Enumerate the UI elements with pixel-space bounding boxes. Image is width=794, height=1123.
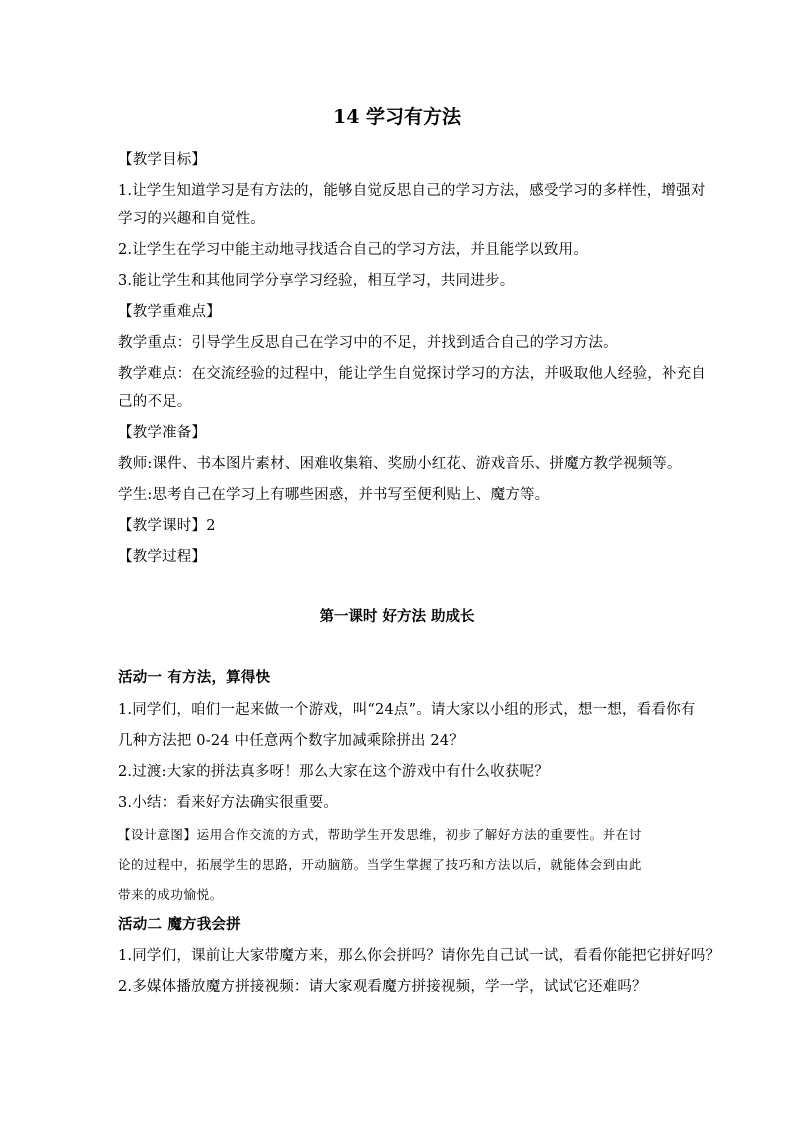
class-hours: 【教学课时】2	[118, 518, 216, 534]
activity-2-step-1: 1.同学们，课前让大家带魔方来，那么你会拼吗？请你先自己试一试，看看你能把它拼好吗？	[118, 948, 721, 964]
goal-2: 2.让学生在学习中能主动地寻找适合自己的学习方法，并且能学以致用。	[118, 242, 588, 258]
design-intent-line-3: 带来的成功愉悦。	[118, 887, 223, 902]
difficulty-line-1: 教学难点：在交流经验的过程中，能让学生自觉探讨学习的方法，并吸取他人经验，补充自	[118, 366, 706, 382]
activity-1-step-3: 3.小结：看来好方法确实很重要。	[118, 795, 339, 811]
activity-2-heading: 活动二 魔方我会拼	[118, 916, 241, 933]
goal-1-line-1: 1.让学生知道学习是有方法的，能够自觉反思自己的学习方法，感受学习的多样性，增强对	[118, 183, 706, 199]
difficulty-line-2: 己的不足。	[118, 394, 192, 410]
design-intent-line-2: 论的过程中，拓展学生的思路，开动脑筋。当学生掌握了技巧和方法以后，就能体会到由此	[118, 857, 643, 872]
key-points-heading: 【教学重难点】	[118, 304, 221, 320]
lesson-subtitle: 第一课时 好方法 助成长	[319, 608, 475, 625]
goal-3: 3.能让学生和其他同学分享学习经验，相互学习，共同进步。	[118, 273, 515, 289]
preparation-student: 学生:思考自己在学习上有哪些困惑，并书写至便利贴上、魔方等。	[118, 487, 550, 503]
activity-2-step-2: 2.多媒体播放魔方拼接视频：请大家观看魔方拼接视频，学一学，试试它还难吗？	[118, 979, 647, 995]
design-intent-line-1: 【设计意图】运用合作交流的方式，帮助学生开发思维，初步了解好方法的重要性。并在讨	[118, 827, 643, 842]
process-heading: 【教学过程】	[118, 549, 207, 565]
preparation-heading: 【教学准备】	[118, 425, 207, 441]
activity-1-step-1-line-2: 几种方法把 0-24 中任意两个数字加减乘除拼出 24？	[118, 733, 464, 749]
activity-1-step-2: 2.过渡:大家的拼法真多呀！那么大家在这个游戏中有什么收获呢？	[118, 764, 549, 780]
document-title: 14 学习有方法	[332, 106, 462, 128]
goal-1-line-2: 学习的兴趣和自觉性。	[118, 211, 265, 227]
goals-heading: 【教学目标】	[118, 152, 207, 168]
key-point: 教学重点：引导学生反思自己在学习中的不足，并找到适合自己的学习方法。	[118, 335, 618, 351]
activity-1-step-1-line-1: 1.同学们，咱们一起来做一个游戏，叫“24点”。请大家以小组的形式，想一想，看看你有	[118, 702, 696, 718]
preparation-teacher: 教师:课件、书本图片素材、困难收集箱、奖励小红花、游戏音乐、拼魔方教学视频等。	[118, 456, 682, 472]
activity-1-heading: 活动一 有方法，算得快	[118, 669, 271, 686]
